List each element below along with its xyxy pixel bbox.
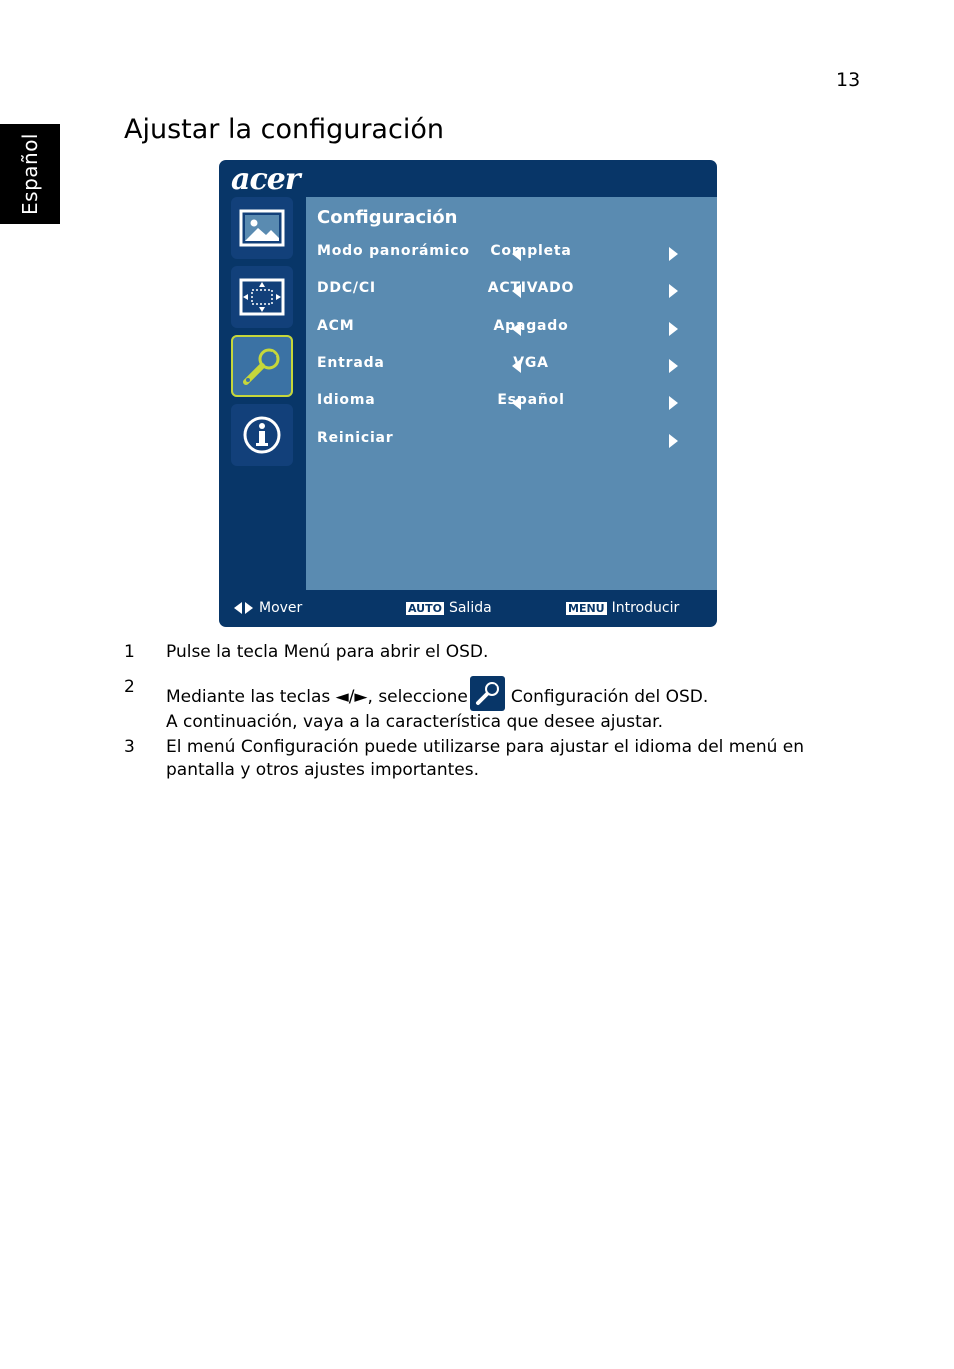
step-number: 3: [124, 737, 135, 757]
osd-row-label: Modo panorámico: [317, 243, 470, 259]
osd-row-idioma[interactable]: [306, 387, 717, 417]
step-text: Pulse la tecla Menú para abrir el OSD.: [166, 642, 489, 662]
osd-row-label: Entrada: [317, 355, 385, 371]
osd-row-value: Español: [497, 392, 565, 408]
footer-enter: [566, 600, 679, 616]
setup-wrench-icon[interactable]: [231, 335, 293, 397]
right-arrow-icon: [245, 602, 253, 614]
step-text-after: Configuración del OSD.: [510, 687, 709, 707]
footer-move: [234, 600, 302, 616]
osd-menu-screenshot: [219, 160, 717, 627]
left-arrow-icon: [234, 602, 242, 614]
osd-row-entrada[interactable]: [306, 350, 717, 380]
step-text-before: Mediante las teclas ◄/►, seleccione: [166, 687, 468, 707]
right-arrow-icon[interactable]: [669, 322, 678, 336]
footer-move-label: Mover: [259, 600, 303, 616]
osd-row-acm[interactable]: [306, 313, 717, 343]
step-text-line2: A continuación, vaya a la característica que desee ajustar.: [166, 712, 664, 732]
step-number: 1: [124, 642, 135, 662]
info-icon[interactable]: [231, 404, 293, 466]
step-text: [166, 676, 826, 734]
acer-logo: acer: [231, 162, 300, 197]
right-arrow-icon[interactable]: [669, 396, 678, 410]
right-arrow-icon[interactable]: [669, 434, 678, 448]
osd-row-label: DDC/CI: [317, 280, 376, 296]
step-number: 2: [124, 677, 135, 697]
right-arrow-icon[interactable]: [669, 247, 678, 261]
auto-key-badge: AUTO: [408, 601, 442, 615]
setup-wrench-icon: [470, 676, 505, 711]
osd-row-value: ACTIVADO: [487, 280, 575, 296]
osd-row-label: ACM: [317, 318, 355, 334]
osd-sidebar: [219, 197, 306, 590]
footer-exit: [406, 600, 492, 616]
osd-footer: [219, 590, 717, 627]
position-icon[interactable]: [231, 266, 293, 328]
osd-row-reiniciar[interactable]: [306, 425, 717, 455]
footer-exit-label: Salida: [448, 600, 492, 616]
side-tab-label: Español: [18, 133, 42, 215]
right-arrow-icon[interactable]: [669, 284, 678, 298]
menu-key-badge: MENU: [568, 601, 605, 615]
page-number: 13: [836, 69, 861, 91]
osd-row-value: Apagado: [493, 318, 569, 334]
osd-settings-panel: [306, 197, 717, 590]
osd-row-modo-panoramico[interactable]: [306, 238, 717, 268]
osd-row-value: Completa: [490, 243, 572, 259]
step-text: El menú Configuración puede utilizarse para ajustar el idioma del menú en pantalla y otros ajustes importantes.: [166, 737, 805, 780]
page-title: Ajustar la configuración: [124, 114, 444, 145]
osd-row-label: Reiniciar: [317, 430, 394, 446]
language-side-tab: [0, 124, 60, 224]
right-arrow-icon[interactable]: [669, 359, 678, 373]
osd-row-value: VGA: [513, 355, 549, 371]
footer-enter-label: Introducir: [611, 600, 680, 616]
picture-icon[interactable]: [231, 197, 293, 259]
osd-row-label: Idioma: [317, 392, 376, 408]
osd-panel-title: Configuración: [317, 207, 458, 228]
osd-row-ddc-ci[interactable]: [306, 275, 717, 305]
